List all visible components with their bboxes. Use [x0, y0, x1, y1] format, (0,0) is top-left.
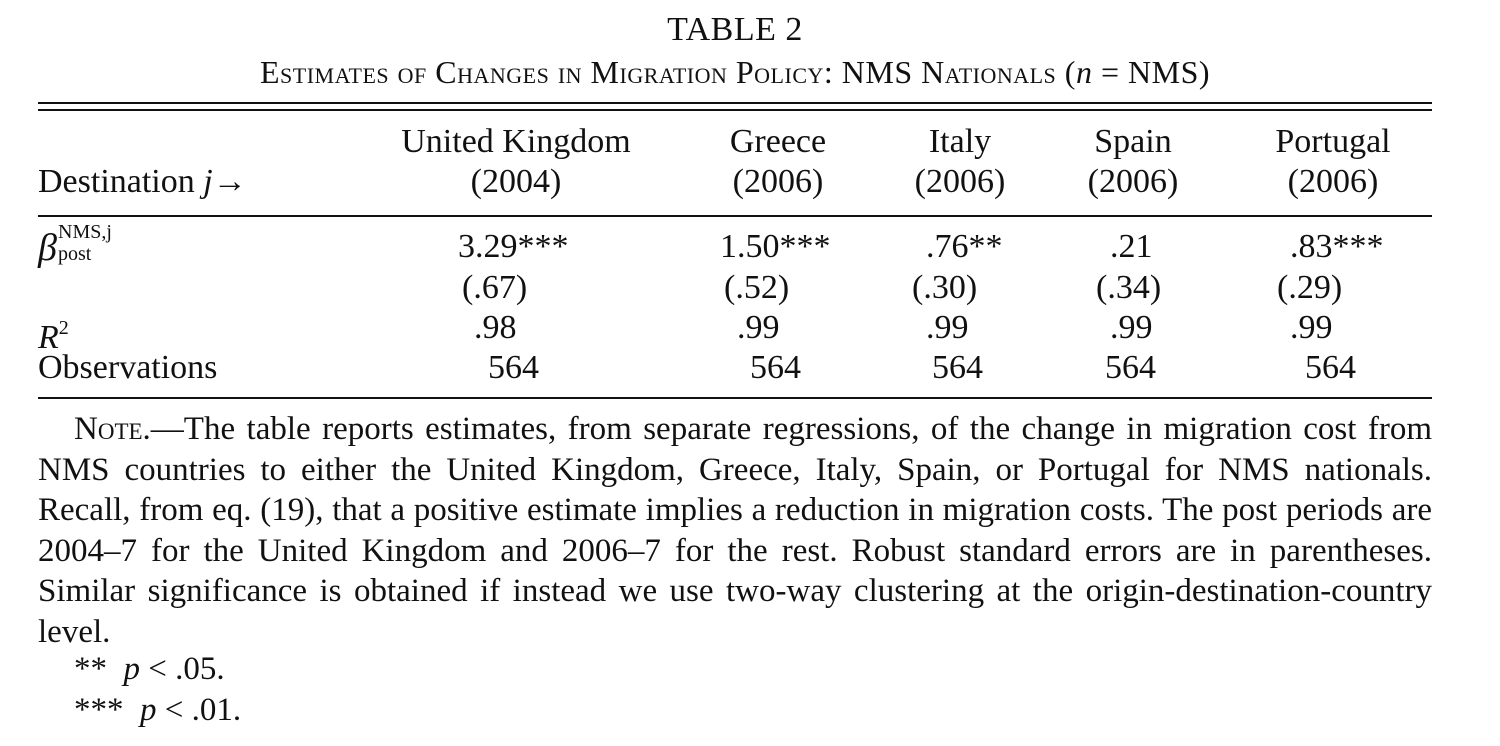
column-year-spain: (2006)	[1087, 163, 1179, 200]
header-arrow: →	[212, 163, 247, 200]
estimate-greece: 1.50***	[720, 228, 831, 265]
table-subtitle	[0, 52, 1470, 92]
subtitle-n: n	[1075, 54, 1093, 90]
beta-row-label	[38, 222, 158, 272]
column-year-greece: (2006)	[732, 163, 824, 200]
column-header-greece: Greece	[729, 123, 827, 160]
std-error-portugal: (.29)	[1277, 269, 1343, 306]
header-rule	[38, 215, 1432, 217]
r2-greece: .99	[737, 309, 780, 346]
header-label-text: Destination	[38, 163, 204, 200]
table-title: TABLE 2	[667, 11, 803, 48]
bottom-rule	[38, 397, 1432, 399]
sig-stars-01: ***	[74, 692, 124, 728]
subtitle-pre: Estimates of Changes in Migration Policy: NMS Nationals (	[259, 54, 1076, 90]
observations-portugal: 564	[1305, 349, 1356, 386]
sig-p-05: p	[123, 651, 140, 687]
estimate-uk: 3.29***	[458, 228, 569, 265]
top-rule-2	[38, 109, 1432, 111]
beta-symbol: β	[38, 227, 57, 269]
column-header-uk: United Kingdom	[401, 123, 631, 160]
r2-italy: .99	[926, 309, 969, 346]
header-label	[38, 162, 247, 202]
sig-p-01: p	[140, 692, 157, 728]
std-error-italy: (.30)	[912, 269, 978, 306]
beta-subscript: post	[58, 243, 92, 265]
observations-greece: 564	[750, 349, 801, 386]
estimate-spain: .21	[1110, 228, 1153, 265]
std-error-greece: (.52)	[724, 269, 790, 306]
r2-label-sup: 2	[58, 317, 69, 339]
column-year-italy: (2006)	[914, 163, 1006, 200]
beta-superscript: NMS,j	[58, 221, 112, 243]
column-header-italy: Italy	[928, 123, 992, 160]
column-header-spain: Spain	[1094, 123, 1172, 160]
r2-label-text: R	[38, 319, 59, 356]
sig-rest-01: < .01.	[156, 692, 242, 728]
observations-label: Observations	[38, 349, 218, 386]
column-year-uk: (2004)	[470, 163, 562, 200]
observations-italy: 564	[932, 349, 983, 386]
sig-rest-05: < .05.	[140, 651, 225, 687]
r2-portugal: .99	[1290, 309, 1333, 346]
top-rule-1	[38, 102, 1432, 104]
r2-uk: .98	[474, 309, 517, 346]
note-text: —The table reports estimates, from separate regressions, of the change in migration cost from NMS countries to either the United Kingdom, Greece, Italy, Spain, or Portugal for NMS nationals. Recall, from eq. (19), that a positive estimate implies a reduction in migration costs. The post periods are 2004–7 for the United Kingdom and 2006–7 for the rest. Robust standard errors are in parentheses. Similar significance is obtained if instead we use two-way clustering at the origin-destination-country level.	[38, 411, 1432, 650]
column-year-portugal: (2006)	[1287, 163, 1379, 200]
observations-spain: 564	[1105, 349, 1156, 386]
r2-spain: .99	[1110, 309, 1153, 346]
significance-01	[74, 690, 241, 730]
table-note	[38, 409, 1432, 652]
subtitle-post: = NMS)	[1092, 54, 1211, 90]
estimate-italy: .76**	[926, 228, 1003, 265]
std-error-uk: (.67)	[462, 269, 528, 306]
column-header-portugal: Portugal	[1275, 123, 1391, 160]
std-error-spain: (.34)	[1096, 269, 1162, 306]
note-lead: Note.	[74, 411, 151, 447]
sig-stars-05: **	[74, 651, 107, 687]
significance-05	[74, 649, 225, 689]
header-label-var: j	[203, 163, 213, 200]
estimate-portugal: .83***	[1290, 228, 1384, 265]
observations-uk: 564	[488, 349, 539, 386]
